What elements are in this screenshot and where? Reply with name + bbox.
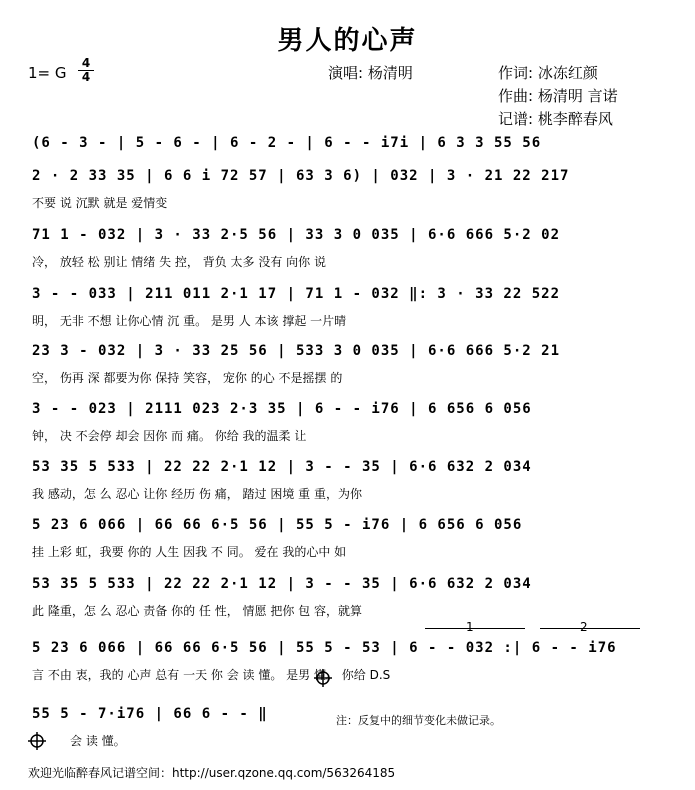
notation-row: 53 35 5 533 | 22 22 2·1 12 | 3 - - 35 | 6·6 632 2 034 [32,576,532,592]
coda-icon [28,732,46,750]
footer-link: 欢迎光临醉春风记谱空间：http://user.qzone.qq.com/563264185 [28,766,396,780]
key-signature: 1= G [28,64,67,82]
credit-lyricist: 作词: 冰冻红颜 [498,64,598,82]
remark-note: 注：反复中的细节变化未做记录。 [336,714,501,727]
notation-row: 55 5 - 7·i76 | 66 6 - - ‖ [32,706,268,722]
volta-2-label: 2 [580,620,588,634]
lyric-row: 冷， 放轻 松 别让 情绪 失 控， 背负 太多 没有 向你 说 [32,255,326,269]
notation-row: 53 35 5 533 | 22 22 2·1 12 | 3 - - 35 | 6·6 632 2 034 [32,459,532,475]
notation-row: 5 23 6 066 | 66 66 6·5 56 | 55 5 - i76 | 6 656 6 056 [32,517,523,533]
lyric-row: 会 读 懂。 [70,734,126,748]
notation-row: 71 1 - 032 | 3 · 33 2·5 56 | 33 3 0 035 | 6·6 666 5·2 02 [32,227,561,243]
lyric-row: 明， 无非 不想 让你心情 沉 重。 是男 人 本该 撑起 一片晴 [32,314,347,328]
lyric-row: 空， 伤再 深 都要为你 保持 笑容， 宠你 的心 不是摇摆 的 [32,371,343,385]
notation-row: 23 3 - 032 | 3 · 33 25 56 | 533 3 0 035 | 6·6 666 5·2 21 [32,343,561,359]
lyric-row: 我 感动，怎 么 忍心 让你 经历 伤 痛， 踏过 困境 重 重，为你 [32,487,362,501]
notation-row: 5 23 6 066 | 66 66 6·5 56 | 55 5 - 53 | 6 - - 032 :| 6 - - i76 [32,640,617,656]
lyric-row: 言 不由 衷，我的 心声 总有 一天 你 会 读 懂。 是男 懂。 你给 D.S [32,668,391,682]
notation-row: 3 - - 023 | 2111 023 2·3 35 | 6 - - i76 | 6 656 6 056 [32,401,532,417]
notation-row: 2 · 2 33 35 | 6 6 i 72 57 | 63 3 6) | 032 | 3 · 21 22 217 [32,168,570,184]
lyric-row: 挂 上彩 虹，我要 你的 人生 因我 不 同。 爱在 我的心中 如 [32,545,347,559]
volta-1-label: 1 [466,620,474,634]
coda-icon [314,669,332,687]
credit-singer: 演唱: 杨清明 [328,64,413,82]
lyric-row: 钟， 决 不会停 却会 因你 而 痛。 你给 我的温柔 让 [32,429,307,443]
song-title: 男人的心声 [277,26,418,56]
meter-bottom: 4 [81,70,91,84]
lyric-row: 此 隆重，怎 么 忍心 责备 你的 任 性， 情愿 把你 包 容，就算 [32,604,362,618]
lyric-row: 不要 说 沉默 就是 爱情变 [32,196,168,210]
credit-composer: 作曲: 杨清明 言诺 [498,87,618,105]
meter-top: 4 [81,56,91,70]
notation-row: (6 - 3 - | 5 - 6 - | 6 - 2 - | 6 - - i7i | 6 3 3 55 56 [32,135,542,151]
notation-row: 3 - - 033 | 211 011 2·1 17 | 71 1 - 032 ‖: 3 · 33 22 522 [32,286,561,302]
credit-transcriber: 记谱: 桃李醉春风 [498,110,613,128]
